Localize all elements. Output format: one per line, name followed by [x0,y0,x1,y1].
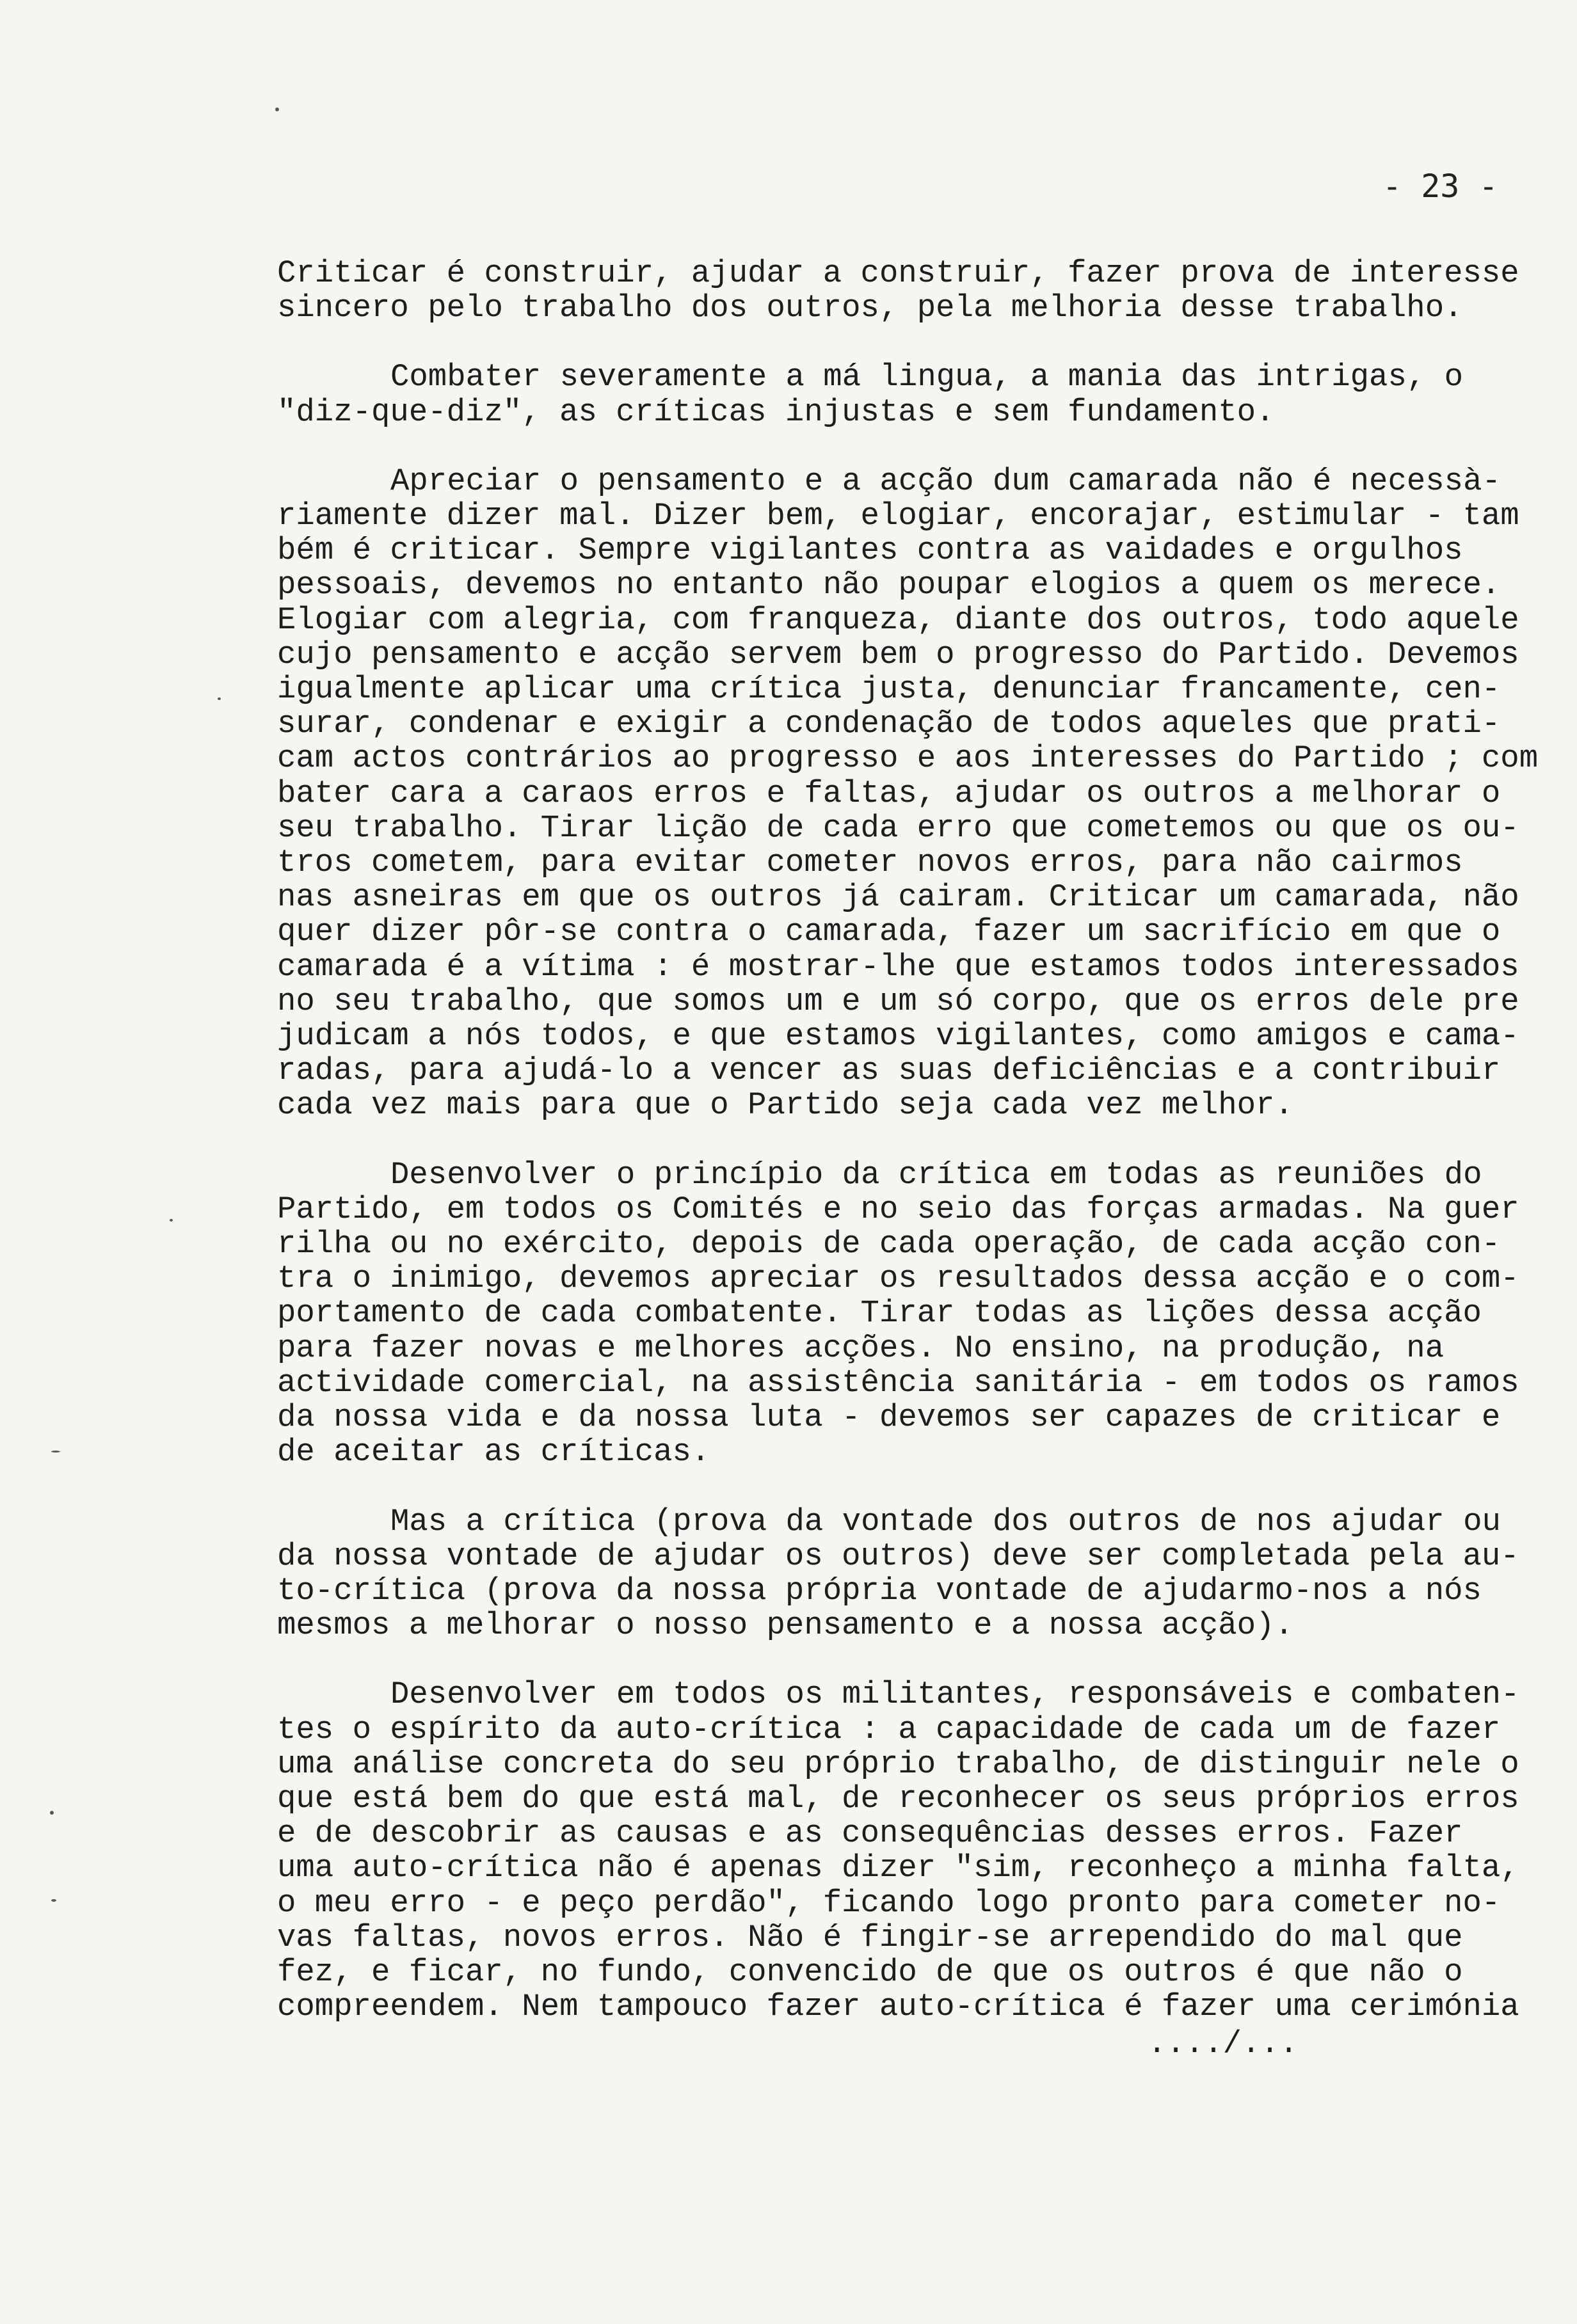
text-line: camarada é a vítima : é mostrar-lhe que estamos todos interessados [277,948,1519,985]
text-line: o meu erro - e peço perdão", ficando logo pronto para cometer no- [277,1884,1501,1921]
text-line: judicam a nós todos, e que estamos vigilantes, como amigos e cama- [277,1018,1519,1055]
text-line: pessoais, devemos no entanto não poupar elogios a quem os merece. [277,567,1501,603]
text-line: to-crítica (prova da nossa própria vontade de ajudarmo-nos a nós [277,1572,1482,1609]
scan-speck [51,1899,56,1902]
text-line: da nossa vida e da nossa luta - devemos ser capazes de criticar e [277,1399,1501,1436]
text-line: fez, e ficar, no fundo, convencido de que os outros é que não o [277,1954,1463,1990]
text-line: uma auto-crítica não é apenas dizer "sim, reconheço a minha falta, [277,1850,1519,1886]
text-line: Apreciar o pensamento e a acção dum camarada não é necessà- [390,463,1501,499]
text-line: rilha ou no exército, depois de cada operação, de cada acção con- [277,1226,1501,1262]
text-line: da nossa vontade de ajudar os outros) deve ser completada pela au- [277,1538,1519,1574]
text-line: bém é criticar. Sempre vigilantes contra as vaidades e orgulhos [277,532,1463,569]
text-line: tros cometem, para evitar cometer novos erros, para não cairmos [277,845,1463,881]
text-line: sincero pelo trabalho dos outros, pela melhoria desse trabalho. [277,290,1463,326]
text-line: Partido, em todos os Comités e no seio das forças armadas. Na guer [277,1191,1519,1227]
text-line: surar, condenar e exigir a condenação de todos aqueles que prati- [277,706,1501,742]
scan-speck [51,1451,60,1452]
text-line: tes o espírito da auto-crítica : a capacidade de cada um de fazer [277,1711,1501,1747]
text-line: e de descobrir as causas e as consequências desses erros. Fazer [277,1815,1463,1852]
text-line: vas faltas, novos erros. Não é fingir-se arrependido do mal que [277,1919,1463,1955]
scan-speck [50,1811,54,1815]
text-line: mesmos a melhorar o nosso pensamento e a nossa acção). [277,1607,1293,1644]
text-line: Combater severamente a má lingua, a mania das intrigas, o [390,359,1464,395]
paragraph [277,1158,1544,1470]
text-line: "diz-que-diz", as críticas injustas e sem fundamento. [277,394,1275,430]
scan-speck [275,107,279,111]
text-line: cam actos contrários ao progresso e aos interesses do Partido ; com [277,740,1539,777]
text-line: Desenvolver o princípio da crítica em todas as reuniões do [390,1156,1482,1193]
scan-speck [170,1219,173,1222]
text-line: igualmente aplicar uma crítica justa, denunciar francamente, cen- [277,671,1501,708]
text-line: Mas a crítica (prova da vontade dos outros de nos ajudar ou [390,1503,1501,1540]
text-line: no seu trabalho, que somos um e um só corpo, que os erros dele pre [277,983,1519,1019]
text-line: Criticar é construir, ajudar a construir, fazer prova de interesse [277,255,1519,291]
scan-speck [218,697,221,700]
text-line: para fazer novas e melhores acções. No ensino, na produção, na [277,1330,1445,1366]
text-line: que está bem do que está mal, de reconhecer os seus próprios erros [277,1780,1519,1817]
document-body [277,256,1544,2024]
text-line: tra o inimigo, devemos apreciar os resultados dessa acção e o com- [277,1261,1519,1297]
paragraph [277,1504,1544,1643]
paragraph [277,464,1544,1123]
text-line: cada vez mais para que o Partido seja cada vez melhor. [277,1087,1293,1124]
text-line: uma análise concreta do seu próprio trabalho, de distinguir nele o [277,1746,1519,1782]
text-line: cujo pensamento e acção servem bem o progresso do Partido. Devemos [277,636,1519,673]
text-line: Desenvolver em todos os militantes, responsáveis e combaten- [390,1676,1520,1713]
text-line: nas asneiras em que os outros já cairam. Criticar um camarada, não [277,879,1519,916]
text-line: de aceitar as críticas. [277,1434,710,1470]
text-line: portamento de cada combatente. Tirar todas as lições dessa acção [277,1295,1482,1332]
text-line: riamente dizer mal. Dizer bem, elogiar, encorajar, estimular - tam [277,498,1519,534]
text-line: seu trabalho. Tirar lição de cada erro que cometemos ou que os ou- [277,809,1519,846]
paragraph [277,256,1544,325]
text-line: Elogiar com alegria, com franqueza, diante dos outros, todo aquele [277,601,1519,638]
text-line: radas, para ajudá-lo a vencer as suas deficiências e a contribuir [277,1053,1501,1089]
text-line: compreendem. Nem tampouco fazer auto-crítica é fazer uma cerimónia [277,1989,1519,2025]
text-line: bater cara a caraos erros e faltas, ajudar os outros a melhorar o [277,775,1501,811]
paragraph [277,360,1544,429]
page-number: - 23 - [1382,168,1498,205]
paragraph [277,1677,1544,2024]
text-line: quer dizer pôr-se contra o camarada, fazer um sacrifício em que o [277,914,1501,950]
text-line: actividade comercial, na assistência sanitária - em todos os ramos [277,1364,1519,1401]
continuation-mark: ..../... [1148,2026,1299,2062]
